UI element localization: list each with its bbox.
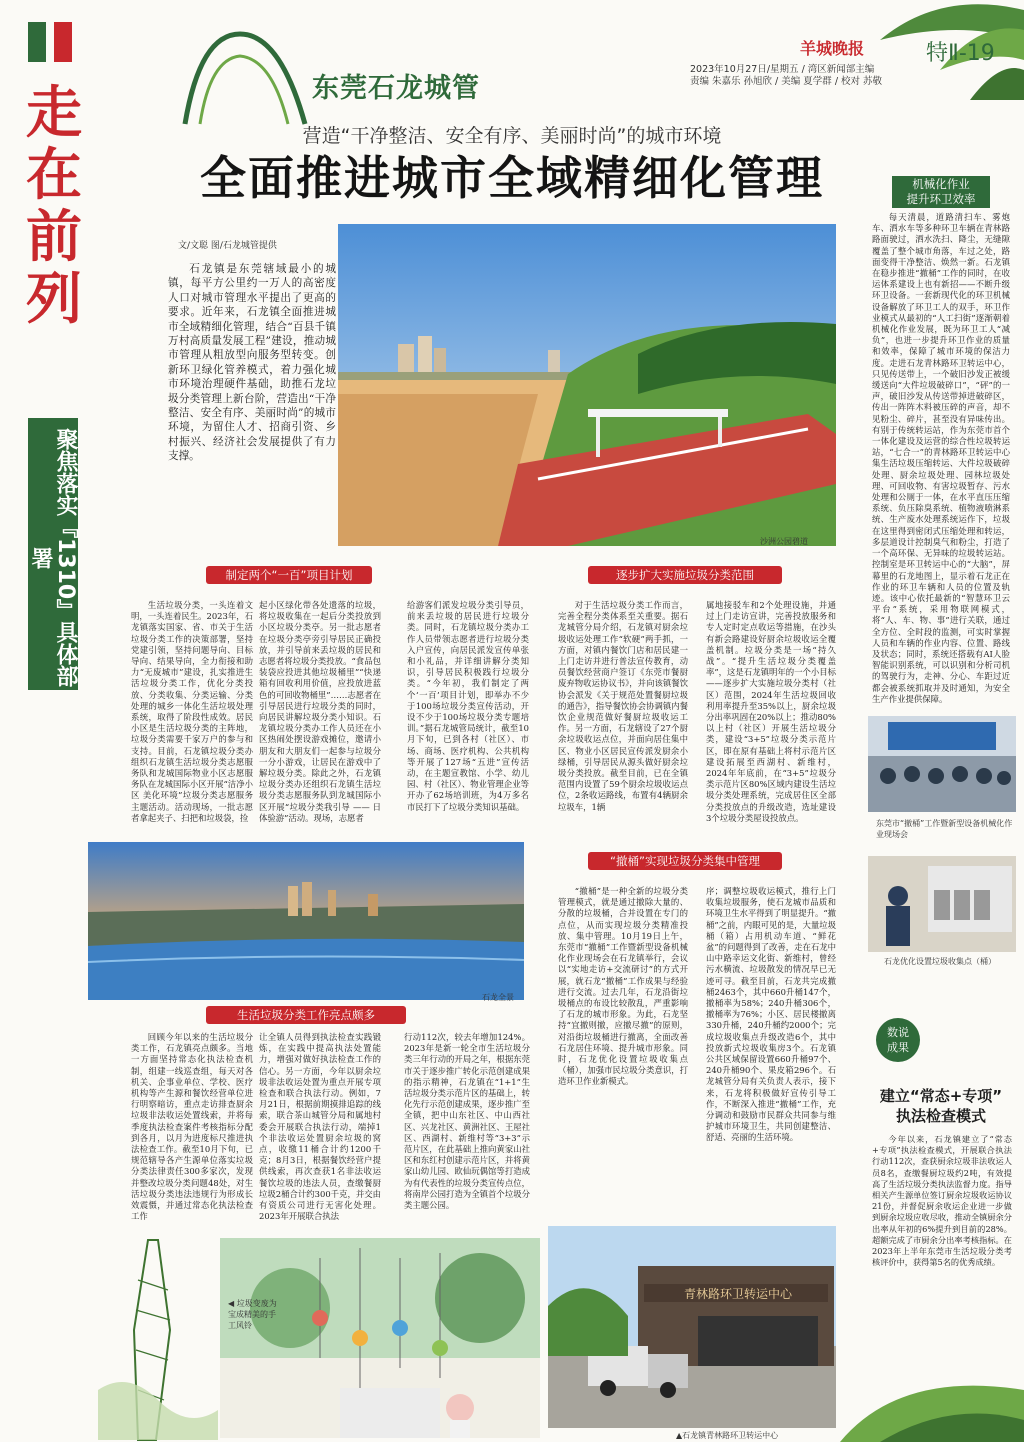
section-2-col2: 属地接驳车和2个处理设施，并通过上门走访宣讲，完善投放服务和专人定时定点收运等措施，在沙头有新会路建设好厨余垃圾收运全覆盖机制。垃圾分类是一场“持久战”。“提升生活垃圾分类覆盖率”，这是石龙镇明年的一个小目标——逐步扩大实施垃圾分类村（社区）范围，2024年生活垃圾回收利用率提升至35%以上，厨余垃圾分出率巩固在20%以上；推动80%以上村（社区）开展生活垃圾分类，建设“3+5”垃圾分类示范片区，即在原有基础上将村示范片区建设拓展至西湖村、新维村，2024年年底前，在“3+5”垃圾分类示范片区80%区域内建设生活垃圾分类处理系统，完成居住区全部分类投放点的升级改造，选址建设3个垃圾分类屋设投放点。	[706, 600, 836, 823]
section-4-col1: 回顾今年以来的生活垃圾分类工作，石龙镇亮点颇多。当地一方面坚持常态化执法检查机制，组建一线巡查组，每天对各机关、企事业单位、学校、医疗机构等产生源和餐饮经营单位进行明察暗访，重点走访排查厨余垃圾非法收运处置线索，并将每季度执法检查案件考核指标分配到各月，以月为进度标尺推进执法检查工作。截至10月下旬，已规范辖导各产生源单位落实垃圾分类法律责任300多家次，发现并整改垃圾分类问题48处，对生活垃圾分类违法违规行为形成长效震慑，并通过常态化执法检查工作	[131, 1032, 253, 1222]
subtitle: 营造“干净整洁、安全有序、美丽时尚”的城市环境	[302, 125, 722, 147]
badge-line2: 成果	[887, 1041, 909, 1054]
section-1-col1: 生活垃圾分类，一头连着文明，一头连着民生。2023年，石龙镇落实国家、省、市关于生活垃圾分类工作的决策部署，坚持党建引领，坚持问题导向、目标导向、结果导向，全力衔接和助力“无废城市”建设，扎实推进生活垃圾分类工作，优化分类投放、分类收集、分类运输、分类处理的城乡一体化生活垃圾处理系统，取得了阶段性成效。居民小区是生活垃圾分类的主阵地，垃圾分类需要千家万户的参与和支持。目前，石龙镇垃圾分类办组织石龙镇生活垃圾分类志愿服务队和龙城国际物业小区志愿服务队在龙城国际小区开展“洁净小区 美化环境”垃圾分类志愿服务主题活动。活动现场，一批志愿者拿起夹子、扫把和垃圾袋，捡	[131, 600, 253, 823]
wind-chime-caption: ◀ 垃圾变废为宝成精美的手工风铃	[228, 1299, 277, 1330]
right-title-line2: 提升环卫效率	[906, 192, 976, 206]
section-1-col3: 给游客们派发垃圾分类引导员，前来丢垃圾的居民进行垃圾分类。同时，石龙镇垃圾分类办工作人员带领志愿者进行垃圾分类入户宣传，向居民派发宣传单张和小礼品，并详细讲解分类知识，引导居民积极践行垃圾分类。“今年初，我们制定了两个‘一百’项目计划，即举办不少于100场垃圾分类宣传活动，开设不少于100场垃圾分类专题培训。”据石龙城管局统计，截至10月下旬，已到各村（社区）、市场、商场、医疗机构、公共机构等开展了127场“五进”宣传活动，在主题宣教馆、小学、幼儿园、村（社区）、物业管理企业等开办了62场培训班，为4万多名市民打下了垃圾分类知识基础。	[407, 600, 529, 812]
section-3-col1: “撤桶”是一种全新的垃圾分类管理模式，就是通过撤除大量的、分散的垃圾桶，合并设置在专门的点位，从而实现垃圾分类精准投放、集中管理。10月19日上午，东莞市“撤桶”工作暨新型设备机械化作业现场会在石龙镇举行，会议以“实地走访+交流研讨”的方式开展，就石龙“撤桶”工作成果与经验进行交流。过去几年，石龙沿街垃圾桶点的布设比较散乱，严重影响了石龙的城市形象。为此，石龙坚持“宜撤则撤，应撤尽撤”的原则，对沿街垃圾桶进行撤离，全面改善石龙居住环境、提升城市形象。同时，石龙优化设置垃圾收集点（桶），加强市民垃圾分类意识，打造环卫作业新模式。	[558, 886, 688, 1087]
sidebar-banner: 聚焦落实『1310』具体部署	[28, 418, 78, 690]
section-3-title: “撤桶”实现垃圾分类集中管理	[588, 852, 782, 870]
tower-illustration	[98, 1240, 218, 1440]
bottom-right-title-line2: 执法检查模式	[895, 1107, 986, 1125]
bottom-right-body: 今年以来，石龙镇建立了“常态+专项”执法检查模式，开展联合执法行动112次，查获厨余垃圾非法收运人员8名，查缴餐厨垃圾约2吨，有效提高了生活垃圾分类执法监督力度。指导相关产生源单位签订厨余垃圾收运协议21份，并督促厨余收运企业进一步做到厨余垃圾应收尽收，推动全镇厨余分出率从年初的6%提升到目前的28%。超额完成了市厨余分出率考核指标。在2023年上半年东莞市生活垃圾分类考核评价中，获得第5名的优秀成绩。	[872, 1134, 1012, 1268]
panorama-caption: 石龙全景	[482, 993, 514, 1002]
section-2-title: 逐步扩大实施垃圾分类范围	[588, 566, 782, 584]
collection-caption: 石龙优化设置垃圾收集点（桶）	[884, 957, 996, 966]
section-4-col3: 行动112次，较去年增加124%。2023年是新一轮全市生活垃圾分类三年行动的开局之年，根据东莞市关于逐步推广转化示范创建成果的指示精神，石龙镇在“1+1”生活垃圾分类示范片区的基础上，转化先行示范创建成果，逐步推广至全镇，把中山东社区、中山西社区、兴龙社区、黄洲社区、王屋社区、西湖村、新维村等“3+3”示范片区，在此基础上推向黄家山社区和东红村创建示范片区，并将黄家山幼儿园、欧仙玩偶馆等打造成为有代表性的垃圾分类宣传点位，将南岸公园打造为全镇首个垃圾分类主题公园。	[404, 1032, 530, 1211]
byline: 文/文聪 图/石龙城管提供	[178, 241, 277, 251]
meeting-caption: 东莞市“撤桶”工作暨新型设备机械化作业现场会	[876, 819, 1013, 839]
leaf-decoration-bottom	[840, 1330, 1024, 1442]
right-title-line1: 机械化作业	[912, 177, 970, 191]
badge-line1: 数说	[887, 1026, 909, 1039]
page-number: 特Ⅱ-19	[926, 41, 995, 66]
section-name: 东莞石龙城管	[312, 73, 480, 104]
section-2-col1: 对于生活垃圾分类工作而言，完善全程分类体系至关重要。据石龙城管分局介绍，石龙镇对厨余垃圾收运处理工作“软硬”两手抓，一方面，对镇内餐饮门店和居民建一上门走访并进行普法宣传教育，动员餐饮经营商户签订《东莞市餐厨废弃物收运协议书》，并向该镇餐饮协会派发《关于规范处置餐厨垃圾的通告》，指导餐饮协会协调镇内餐饮企业规范做好餐厨垃圾收运工作。另一方面，石龙辖设了27个厨余垃圾收运点位，并面向居住集中区、物业小区居民宣传派发厨余小绿桶，引导居民从源头做好厨余垃圾分类投放。截至目前，已在全镇范围内设置了59个厨余垃圾收运点位，2条收运路线，布置有4辆厨余垃圾车，1辆	[558, 600, 688, 812]
data-badge	[876, 1018, 920, 1062]
park-caption: 沙洲公园碧道	[760, 537, 808, 546]
transfer-station-photo	[548, 1226, 836, 1428]
right-column-body: 每天清晨，道路清扫车、雾炮车、洒水车等多种环卫车辆在青林路路面驶过，洒水洗扫、降尘，无缝隙覆盖了整个城市角落，车过之处，路面变得干净整洁、焕然一新。石龙镇在稳步推进“撤桶”工作的同时，在收运体系建设上也有新招——不断升级环卫设备。一套新现代化的环卫机械设备解放了环卫工人的双手，环卫作业模式从最初的“人工扫街”逐渐朝着机械化作业发展，既为环卫工人“减负”，也进一步提升环卫作业的质量和效率，保障了城市环境的保洁力度。走进石龙青林路环卫转运中心，只见传送带上，一个破旧沙发正被缓缓送向“大件垃圾破碎口”，“砰”的一声，破旧沙发从传送带掉进破碎区，传出一阵阵木料被压碎的声音，却不见粉尘、碎片，甚至没有异味传出。有别于传统转运站，作为东莞市首个一体化建设及运营的综合性垃圾转运站，“七合一”的青林路环卫转运中心集生活垃圾压缩转运、大件垃圾破碎处理、厨余垃圾处理、园林垃圾处理、可回收物、有害垃圾暂存、污水处理和公厕于一体，在水平直压压缩系统、负压除臭系统、植物液喷淋系统、生产废水处理系统运作下，垃圾在这里得到密闭式压缩处理和转运，多层道设计控制臭气和粉尘，打造了一个高环保、无异味的垃圾转运站。控制室是环卫转运中心的“大脑”，屏幕里的石龙地图上，显示着石龙正在作业的环卫车辆和人员的位置及轨迹。该中心依托最新的“智慧环卫云平台”系统，采用物联网模式，将“人、车、物、事”进行关联，通过全方位、全时段的监测，可实时掌握人员和车辆的作业内容、位置、路线及状态；同时，系统还搭载有AI人脸智能识别系统，可以识别和分析司机的驾驶行为，走神、分心、车距过近都会被系统抓取并及时通知，为安全生产作业提供保障。	[872, 212, 1010, 704]
meeting-photo	[868, 716, 1016, 812]
paper-logo: 羊城晚报	[800, 39, 865, 58]
section-1-col2: 起小区绿化带各处遗落的垃圾，将垃圾收集在一起后分类投放到小区垃圾分类亭。另一批志愿者在垃圾分类亭旁引导居民正确投放，并引导前来丢垃圾的居民和志愿者将垃圾分类投放。“食品包装袋应投进其他垃圾桶里”“快递箱有回收利用价值，应投放进蓝色的可回收物桶里”……志愿者在引导居民进行垃圾分类的同时，向居民讲解垃圾分类小知识。石龙镇垃圾分类办工作人员还在小区热闹处摆设游戏摊位，邀请小朋友和大朋友们一起参与垃圾分一分小游戏，让居民在游戏中了解垃圾分类。除此之外，石龙镇垃圾分类办还组织石龙镇生活垃圾分类志愿服务队到龙城国际小区开展“垃圾分类我引导 —— 日体验游”活动。现场，志愿者	[259, 600, 381, 823]
transfer-caption: ▲石龙镇青林路环卫转运中心	[676, 1431, 779, 1440]
lead-paragraph: 石龙镇是东莞辖域最小的城镇，每平方公里约一万人的高密度人口对城市管理水平提出了更高的要求。近年来，石龙镇全面推进城市全域精细化管理，结合“百县千镇万村高质量发展工程”建设，推动城市管理从粗放型向服务型转变。创新环卫绿化管养模式，着力强化城市环境治理硬件基础，助推石龙垃圾分类管理上新台阶，营造出“干净整洁、安全有序、美丽时尚”的城市环境，为留住人才、招商引资、乡村振兴、经济社会发展提供了有力支撑。	[168, 263, 336, 463]
section-4-col2: 让全镇人员得到执法检查实践锻炼，在实践中提高执法处置能力，增强对做好执法检查工作的信心。另一方面，今年以厨余垃圾非法收运处置为重点开展专项检查和联合执法行动。例如，7月21日，根据前期摸排追踪的线索，联合茶山城管分局和属地村委会开展联合执法行动，端掉1个非法收运处置厨余垃圾的窝点，收缴11桶合计约1200千克；8月3日，根据餐饮经营户提供线索，再次查获1名非法收运餐饮垃圾的违法人员，查缴餐厨垃圾2桶合计约300千克，并交由有资质公司进行无害化处理。2023年开展联合执法	[259, 1032, 381, 1222]
park-photo	[338, 224, 836, 546]
section-4-title: 生活垃圾分类工作亮点颇多	[206, 1006, 406, 1024]
bottom-right-title	[866, 1086, 1016, 1126]
column-title: 走在前列	[26, 80, 82, 332]
editors-line: 责编 朱嘉乐 孙旭欣 / 美编 夏学群 / 校对 苏敬	[690, 76, 883, 87]
right-column-title	[892, 176, 990, 208]
section-1-title: 制定两个“一百”项目计划	[206, 566, 372, 584]
color-blocks	[28, 22, 74, 62]
bottom-right-title-line1: 建立“常态+专项”	[879, 1087, 1003, 1105]
wind-chime-photo	[220, 1238, 540, 1438]
section-3-col2: 序；调整垃圾收运模式，推行上门收集垃圾服务，使石龙城市品质和环境卫生水平得到了明显提升。“撤桶”之前，内眼可见的是，大量垃圾桶（箱）占用机动车道、“鲜花盆”的问题得到了改善，走在石龙中山中路幸运文化街、新维村，曾经污水横流、垃圾散发的情况早已无迹可寻。截至目前，石龙共完成撤桶2463个，其中660升桶147个，撤桶率为58%；240升桶306个，撤桶率为76%；小区、居民楼撤离330升桶，240升桶约2000个；完成垃圾收集点升级改造6个，其中投放新式垃圾收集房3个。石龙镇公共区域保留设置660升桶97个、240升桶90个、果皮箱296个。石龙城管分局有关负责人表示，接下来，石龙将积极做好宣传引导工作，不断深入推进“撤桶”工作，充分调动和鼓励市民群众共同参与维护城市环境卫生，共同创建整洁、舒适、亮丽的生活环境。	[706, 886, 836, 1143]
panorama-photo	[88, 842, 524, 1000]
headline: 全面推进城市全域精细化管理	[200, 151, 824, 205]
collection-point-photo	[868, 856, 1016, 952]
arch-decoration	[180, 24, 310, 124]
station-sign: 青林路环卫转运中心	[683, 1287, 793, 1301]
date-line: 2023年10月27日/星期五 / 湾区新闻部主编	[690, 64, 875, 75]
